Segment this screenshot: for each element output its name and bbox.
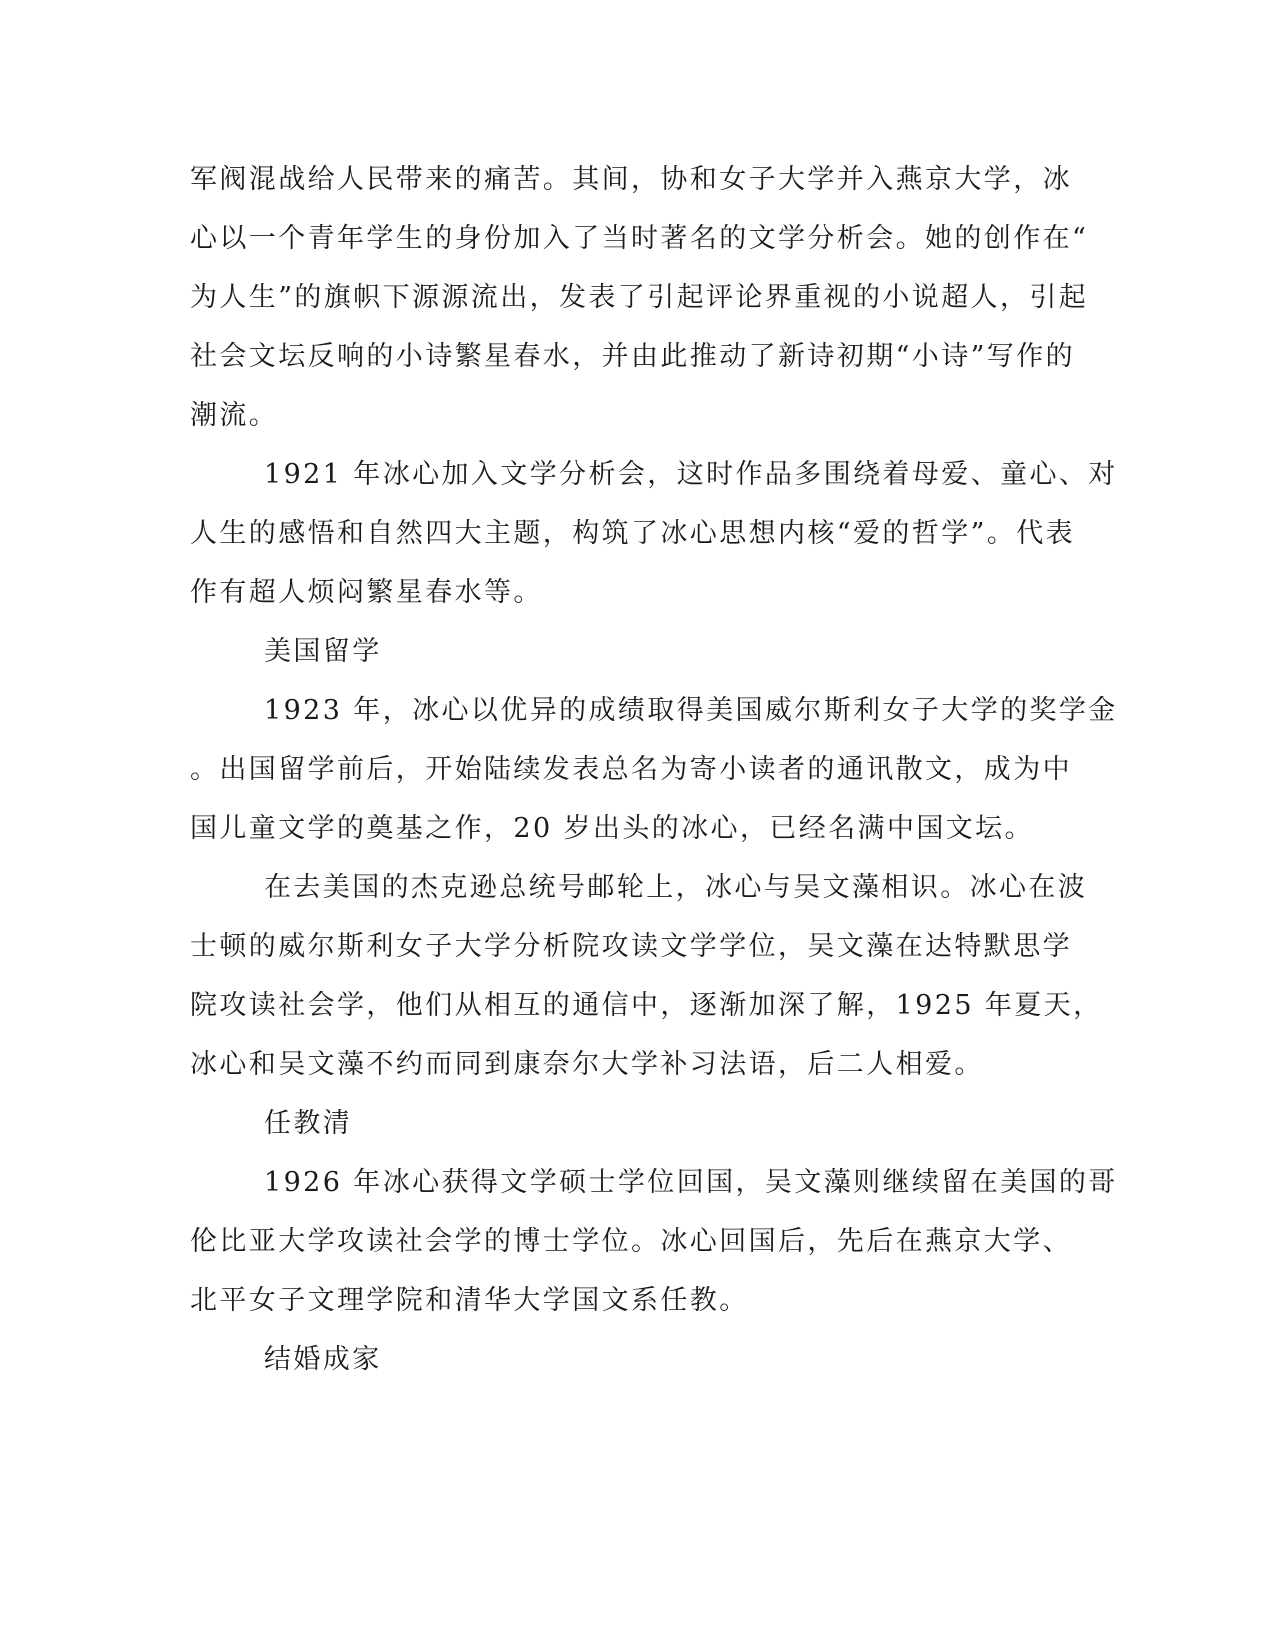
text-line: 北平女子文理学院和清华大学国文系任教。 xyxy=(190,1285,749,1316)
text-line: 社会文坛反响的小诗繁星春水，并由此推动了新诗初期“小诗”写作的 xyxy=(190,341,1076,372)
text-line: 冰心和吴文藻不约而同到康奈尔大学补习法语，后二人相爱。 xyxy=(190,1049,984,1080)
text-line: 心以一个青年学生的身份加入了当时著名的文学分析会。她的创作在“ xyxy=(190,223,1089,254)
text-line: 伦比亚大学攻读社会学的博士学位。冰心回国后，先后在燕京大学、 xyxy=(190,1226,1072,1257)
text-line: 院攻读社会学，他们从相互的通信中，逐渐加深了解，1925 年夏天， xyxy=(190,990,1103,1021)
section-heading: 任教清 xyxy=(264,1108,353,1139)
section-heading: 结婚成家 xyxy=(264,1344,382,1375)
text-line: 军阀混战给人民带来的痛苦。其间，协和女子大学并入燕京大学，冰 xyxy=(190,164,1072,195)
text-line: 潮流。 xyxy=(190,400,279,431)
text-line: 1926 年冰心获得文学硕士学位回国，吴文藻则继续留在美国的哥 xyxy=(264,1167,1118,1198)
text-line: 国儿童文学的奠基之作，20 岁出头的冰心，已经名满中国文坛。 xyxy=(190,813,1034,844)
section-heading: 美国留学 xyxy=(264,636,382,667)
text-line: 士顿的威尔斯利女子大学分析院攻读文学学位，吴文藻在达特默思学 xyxy=(190,931,1072,962)
text-line: 在去美国的杰克逊总统号邮轮上，冰心与吴文藻相识。冰心在波 xyxy=(264,872,1088,903)
text-line: 为人生”的旗帜下源源流出，发表了引起评论界重视的小说超人，引起 xyxy=(190,282,1089,313)
text-line: 。出国留学前后，开始陆续发表总名为寄小读者的通讯散文，成为中 xyxy=(190,754,1072,785)
text-line: 人生的感悟和自然四大主题，构筑了冰心思想内核“爱的哲学”。代表 xyxy=(190,518,1076,549)
text-line: 1921 年冰心加入文学分析会，这时作品多围绕着母爱、童心、对 xyxy=(264,459,1118,490)
text-line: 作有超人烦闷繁星春水等。 xyxy=(190,577,543,608)
text-line: 1923 年，冰心以优异的成绩取得美国威尔斯利女子大学的奖学金 xyxy=(264,695,1118,726)
